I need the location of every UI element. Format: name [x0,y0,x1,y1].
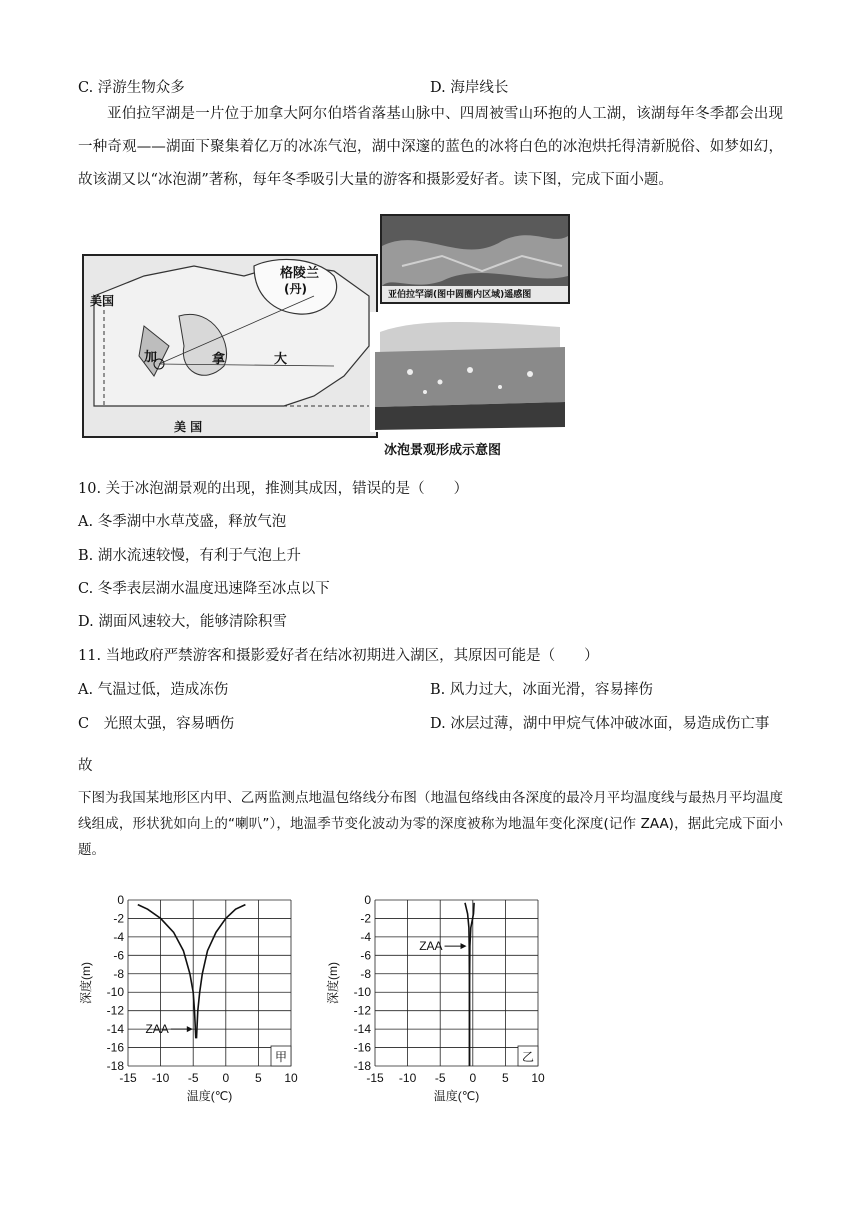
x-axis-label: 温度(℃) [433,1089,480,1103]
x-tick-label: 10 [531,1071,545,1085]
ice-bubble-drawing [370,312,570,432]
map-label-jia: 加 [144,350,158,365]
x-tick-label: 0 [222,1071,230,1085]
y-tick-label: 0 [364,893,371,907]
y-tick-label: -16 [106,1040,124,1055]
q10-option-b: B. 湖水流速较慢，有利于气泡上升 [78,548,301,564]
q11-option-a: A. 气温过低，造成冻伤 [78,682,229,698]
y-tick-label: -8 [360,966,371,981]
q11-stem: 11. 当地政府严禁游客和摄影爱好者在结冰初期进入湖区，其原因可能是（ ） [78,648,599,664]
y-tick-label: -2 [113,911,124,926]
y-tick-label: -14 [353,1022,371,1037]
q10-stem: 10. 关于冰泡湖景观的出现，推测其成因，错误的是（ ） [78,481,469,497]
y-tick-label: -10 [106,985,124,1000]
y-tick-label: 0 [117,893,124,907]
canada-map-image [82,254,378,438]
lake-remote-sensing-photo [380,214,570,304]
zaa-annotation-label: ZAA [145,1022,169,1037]
map-label-dan: (丹) [284,282,307,296]
zaa-arrow-head [461,943,467,949]
q11-option-c: C 光照太强，容易晒伤 [78,716,235,732]
x-axis-label: 温度(℃) [186,1089,233,1103]
x-tick-label: -10 [151,1071,170,1085]
q10-option-c: C. 冬季表层湖水温度迅速降至冰点以下 [78,581,330,597]
map-label-greenland: 格陵兰 [280,266,320,281]
x-tick-label: -15 [366,1071,384,1085]
panel-label: 甲 [274,1050,288,1064]
zaa-annotation-label: ZAA [419,939,443,954]
map-label-us-bottom: 美 国 [174,420,203,434]
zaa-arrow-head [187,1026,193,1032]
photo-bottom-caption: 冰泡景观形成示意图 [384,443,502,458]
map-label-us-top: 美国 [90,294,115,308]
y-tick-label: -2 [360,911,371,926]
y-tick-label: -18 [106,1059,124,1073]
x-tick-label: 5 [255,1071,262,1085]
x-tick-label: -10 [398,1071,417,1085]
map-drawing [84,256,376,436]
y-axis-label: 深度(m) [79,962,93,1004]
y-tick-label: -12 [353,1003,371,1018]
x-tick-label: -5 [187,1071,199,1085]
y-tick-label: -12 [106,1003,124,1018]
q11-option-d-continued: 故 [78,758,93,774]
y-tick-label: -8 [113,966,124,981]
x-tick-label: 10 [284,1071,298,1085]
map-label-da: 大 [274,352,288,367]
map-label-na: 拿 [212,352,226,367]
panel-label: 乙 [521,1050,535,1064]
y-tick-label: -6 [113,948,124,963]
chart-jia [78,888,318,1108]
intro2-paragraph: 下图为我国某地形区内甲、乙两监测点地温包络线分布图（地温包络线由各深度的最冷月平均温度线与最热月平均温度线组成，形状犹如向上的“喇叭”），地温季节变化波动为零的深度被称为地温年变化深度(记作 ZAA)，据此完成下面小题。 [78,790,783,858]
x-tick-label: 5 [502,1071,509,1085]
chart-yi [325,888,565,1108]
ice-bubble-diagram-photo [370,312,570,432]
q11-option-b: B. 风力过大，冰面光滑，容易摔伤 [430,682,653,698]
y-tick-label: -14 [106,1022,124,1037]
x-tick-label: 0 [469,1071,477,1085]
series-line-0 [138,905,196,1039]
photo-top-caption: 亚伯拉罕湖(图中圆圈内区域)遥感图 [388,290,532,300]
y-tick-label: -16 [353,1040,371,1055]
series-line-1 [197,905,246,1039]
y-tick-label: -4 [360,929,371,944]
x-tick-label: -5 [434,1071,446,1085]
q11-option-d: D. 冰层过薄，湖中甲烷气体冲破冰面，易造成伤亡事 [430,716,770,732]
y-tick-label: -6 [360,948,371,963]
y-tick-label: -18 [353,1059,371,1073]
prev-option-c: C. 浮游生物众多 [78,80,185,96]
prev-option-d: D. 海岸线长 [430,80,509,96]
q10-option-a: A. 冬季湖中水草茂盛，释放气泡 [78,514,287,530]
y-tick-label: -4 [113,929,124,944]
y-tick-label: -10 [353,985,371,1000]
q10-option-d: D. 湖面风速较大，能够清除积雪 [78,614,287,630]
intro-paragraph: 亚伯拉罕湖是一片位于加拿大阿尔伯塔省落基山脉中、四周被雪山环抱的人工湖，该湖每年冬季都会出现一种奇观——湖面下聚集着亿万的冰冻气泡，湖中深邃的蓝色的冰将白色的冰泡烘托得清新脱俗、如梦如幻，故该湖又以“冰泡湖”著称，每年冬季吸引大量的游客和摄影爱好者。读下图，完成下面小题。 [78,106,783,188]
series-line-1 [470,903,475,1066]
y-axis-label: 深度(m) [326,962,340,1004]
x-tick-label: -15 [119,1071,137,1085]
